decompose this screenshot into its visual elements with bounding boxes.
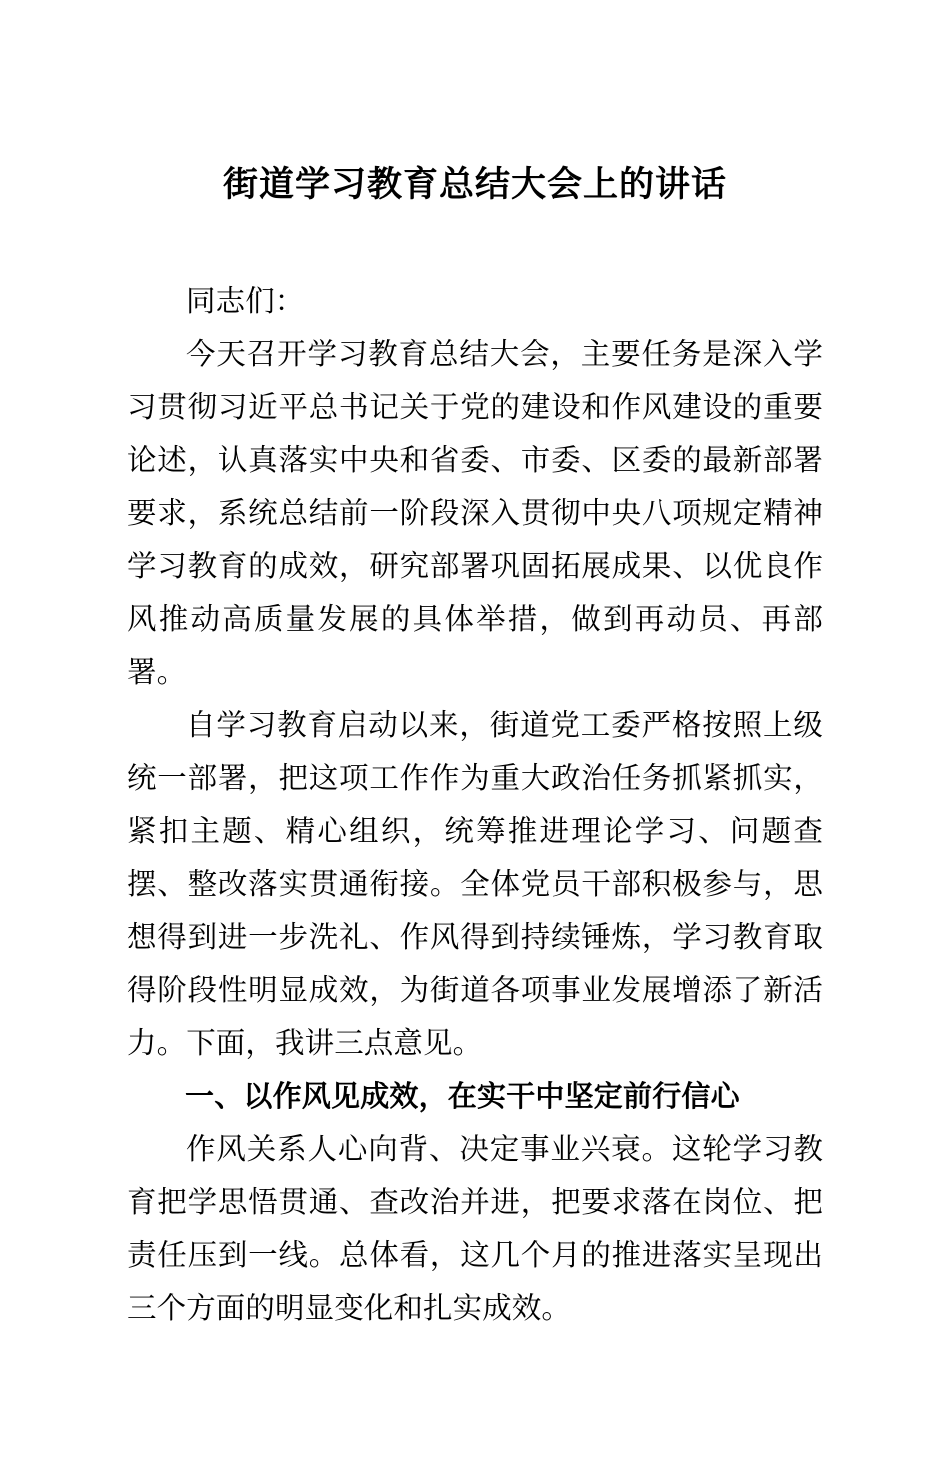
paragraph-1: 今天召开学习教育总结大会，主要任务是深入学习贯彻习近平总书记关于党的建设和作风建设的重要论述，认真落实中央和省委、市委、区委的最新部署要求，系统总结前一阶段深入贯彻中央八项规定精神学习教育的成效，研究部署巩固拓展成果、以优良作风推动高质量发展的具体举措，做到再动员、再部署。 bbox=[127, 339, 823, 689]
paragraph-3: 作风关系人心向背、决定事业兴衰。这轮学习教育把学思悟贯通、查改治并进，把要求落在岗位、把责任压到一线。总体看，这几个月的推进落实呈现出三个方面的明显变化和扎实成效。 bbox=[127, 1134, 823, 1325]
title-spacer bbox=[127, 214, 823, 276]
paragraph-2: 自学习教育启动以来，街道党工委严格按照上级统一部署，把这项工作作为重大政治任务抓紧抓实，紧扣主题、精心组织，统筹推进理论学习、问题查摆、整改落实贯通衔接。全体党员干部积极参与，思想得到进一步洗礼、作风得到持续锤炼，学习教育取得阶段性明显成效，为街道各项事业发展增添了新活力。下面，我讲三点意见。 bbox=[127, 710, 823, 1060]
document-title: 街道学习教育总结大会上的讲话 bbox=[222, 164, 727, 205]
document-body bbox=[127, 160, 823, 1336]
page-bottom-margin bbox=[0, 1336, 950, 1476]
section-heading-1: 一、以作风见成效，在实干中坚定前行信心 bbox=[185, 1081, 740, 1113]
page-top-margin bbox=[0, 0, 950, 160]
salutation-line: 同志们： bbox=[186, 286, 305, 318]
